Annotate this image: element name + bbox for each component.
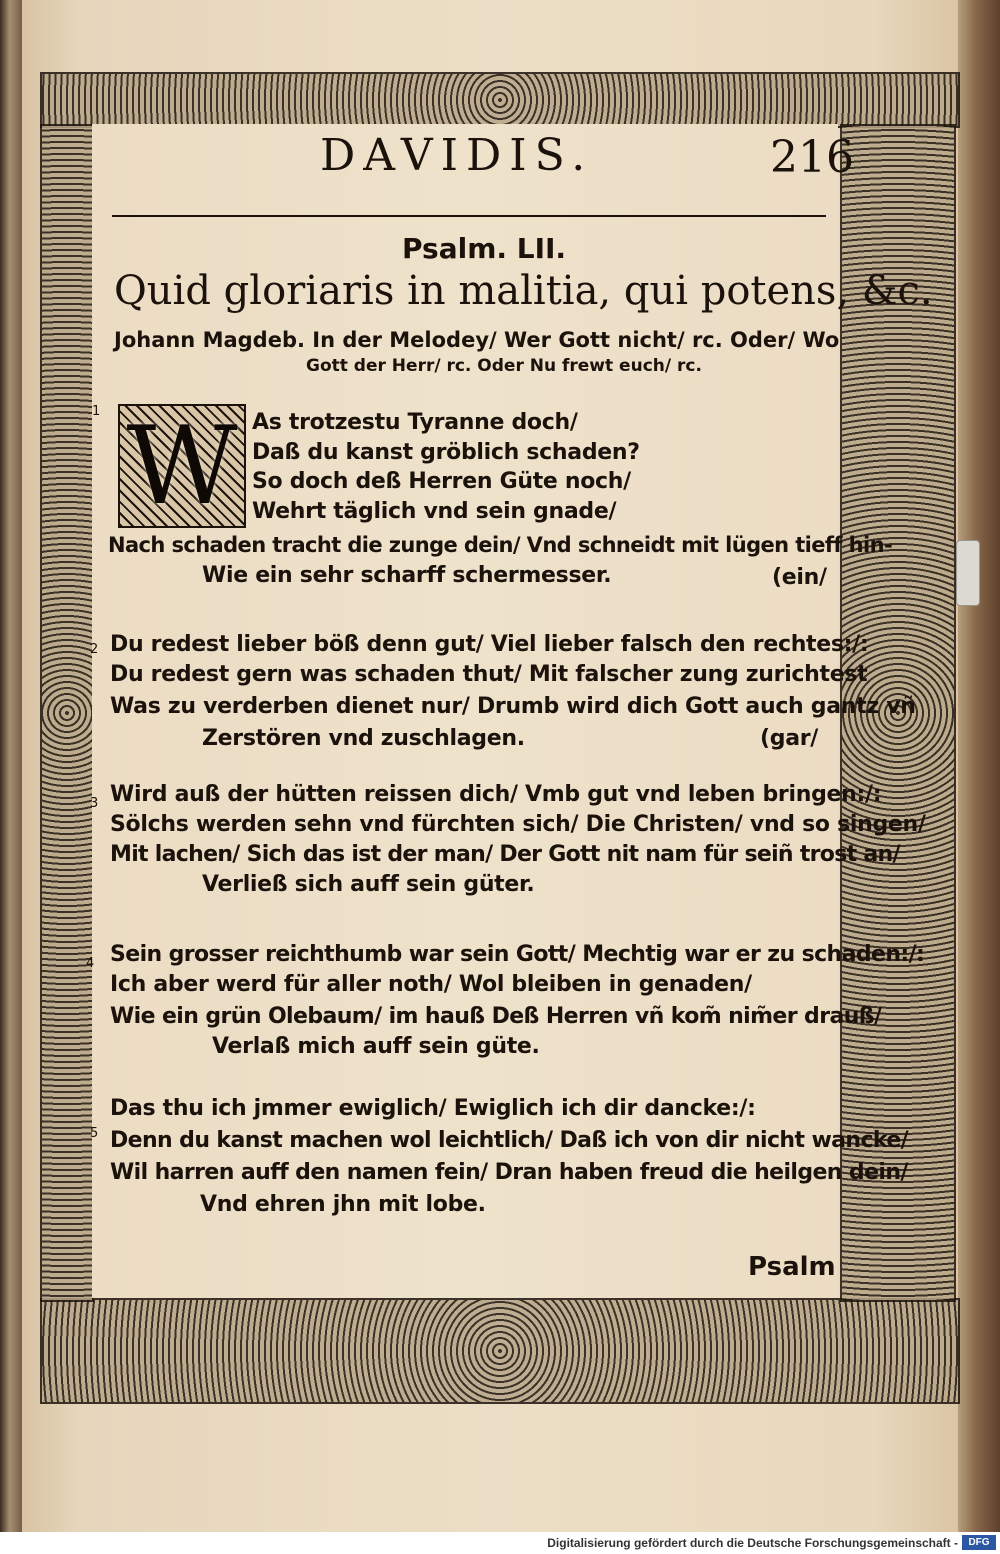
attribution-line: Johann Magdeb. In der Melodey/ Wer Gott nicht/ rc. Oder/ Wo — [114, 328, 840, 352]
verse-line: Vnd ehren jhn mit lobe. — [200, 1192, 486, 1217]
stanza-number: 3 — [90, 796, 99, 811]
ornamental-border-top — [40, 72, 960, 128]
verse-line: Daß du kanst gröblich schaden? — [252, 440, 640, 465]
verse-line: Verlaß mich auff sein güte. — [212, 1034, 540, 1059]
verse-line: Das thu ich jmmer ewiglich/ Ewiglich ich dir dancke:/: — [110, 1096, 756, 1121]
header-rule — [112, 215, 826, 217]
book-edge — [958, 0, 1000, 1532]
verse-line: Wil harren auff den namen fein/ Dran haben freud die heilgen dein/ — [110, 1160, 908, 1185]
verse-line: Du redest gern was schaden thut/ Mit falscher zung zurichtest — [110, 662, 868, 687]
verse-line: Was zu verderben dienet nur/ Drumb wird dich Gott auch gantz vñ — [110, 694, 916, 719]
catchword: Psalm — [748, 1252, 836, 1282]
latin-incipit: Quid gloriaris in malitia, qui potens, &c. — [114, 268, 933, 314]
turnover-word: (ein/ — [772, 565, 827, 590]
verse-line: Nach schaden tracht die zunge dein/ Vnd schneidt mit lügen tieff hin- — [108, 533, 893, 557]
dfg-logo-icon: DFG — [962, 1535, 996, 1550]
verse-line: So doch deß Herren Güte noch/ — [252, 469, 631, 494]
initial-letter: W — [126, 403, 238, 529]
bookmark-tab — [956, 540, 980, 606]
verse-line: Sein grosser reichthumb war sein Gott/ Mechtig war er zu schaden:/: — [110, 942, 925, 967]
attribution-line: Gott der Herr/ rc. Oder Nu frewt euch/ rc. — [306, 356, 702, 376]
verse-line: Sölchs werden sehn vnd fürchten sich/ Die Christen/ vnd so singen/ — [110, 812, 926, 837]
funding-credit: Digitalisierung gefördert durch die Deutsche Forschungsgemeinschaft - — [547, 1536, 958, 1550]
verse-line: Mit lachen/ Sich das ist der man/ Der Gott nit nam für seiñ trost an/ — [110, 842, 900, 867]
verse-line: Verließ sich auff sein güter. — [202, 872, 535, 897]
decorated-initial — [118, 404, 246, 528]
verse-line: Ich aber werd für aller noth/ Wol bleiben in genaden/ — [110, 972, 752, 997]
ornamental-border-bottom — [40, 1298, 960, 1404]
page-number: 216 — [770, 132, 854, 183]
verse-line: Du redest lieber böß denn gut/ Viel lieber falsch den rechtes:/: — [110, 632, 869, 657]
verse-line: Wie ein grün Olebaum/ im hauß Deß Herren vñ kom̃ nim̃er drauß/ — [110, 1004, 882, 1029]
stanza-number: 5 — [90, 1126, 99, 1141]
facing-page-edge — [0, 0, 24, 1532]
verse-line: Wehrt täglich vnd sein gnade/ — [252, 499, 617, 524]
turnover-word: (gar/ — [760, 726, 819, 751]
psalm-number: Psalm. LII. — [402, 232, 567, 265]
verse-line: Zerstören vnd zuschlagen. — [202, 726, 525, 751]
running-head: DAVIDIS. — [320, 130, 594, 181]
stanza-number: 1 — [92, 404, 101, 419]
stanza-number: 2 — [90, 642, 99, 657]
stanza-number: 4 — [86, 956, 95, 971]
verse-line: As trotzestu Tyranne doch/ — [252, 410, 578, 435]
verse-line: Denn du kanst machen wol leichtlich/ Daß ich von dir nicht wancke/ — [110, 1128, 909, 1153]
verse-line: Wird auß der hütten reissen dich/ Vmb gut vnd leben bringen:/: — [110, 782, 882, 807]
ornamental-border-left — [40, 124, 94, 1302]
verse-line: Wie ein sehr scharff schermesser. — [202, 563, 612, 588]
